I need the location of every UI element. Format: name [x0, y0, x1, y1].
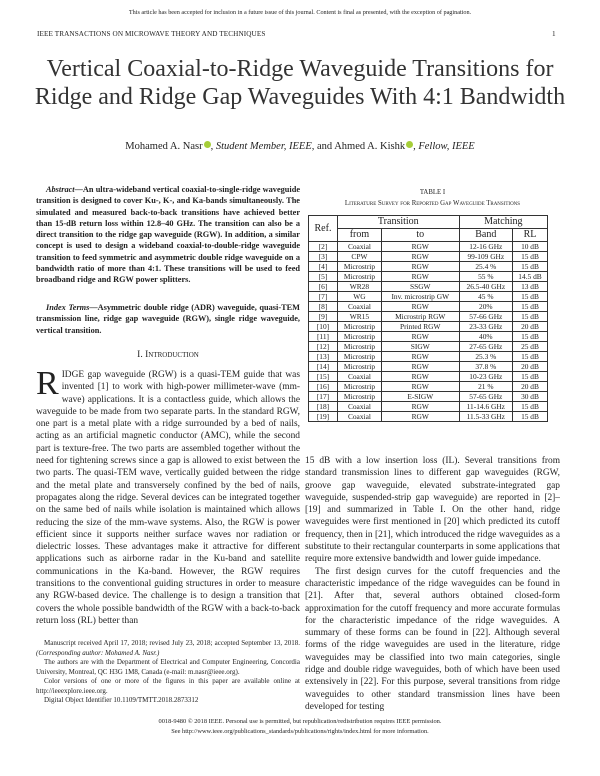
to-cell: RGW [381, 402, 459, 412]
band-cell: 57-66 GHz [459, 312, 512, 322]
acceptance-notice: This article has been accepted for inclusion in a future issue of this journal. Content is final as presented, with the exception of pagination. [128, 9, 472, 16]
rl-cell: 15 dB [513, 252, 548, 262]
orcid-icon[interactable] [204, 141, 211, 148]
rl-cell: 10 dB [513, 242, 548, 252]
band-cell: 55 % [459, 272, 512, 282]
paragraph: 15 dB with a low insertion loss (IL). Several transitions from standard transmission lines to different gap waveguides (RGW, groove gap waveguide, elevated substrate-integrated gap waveguide, suspended-strip gap waveguide) are reported in [2]–[19] and summarized in Table I. On the other hand, ridge waveguides were first mentioned in [20] which predicted its cutoff frequency, then in [21], which introduced the ridge waveguides as a substitute to their rectangular counterparts in some applications that require more extensive bandwidth and lower guide impedance. [305, 456, 560, 565]
to-cell: RGW [381, 272, 459, 282]
from-cell: Microstrip [338, 352, 382, 362]
table-row [309, 322, 548, 332]
index-terms-label: Index Terms— [46, 303, 98, 312]
table-row [309, 382, 548, 392]
from-cell: Microstrip [338, 262, 382, 272]
index-terms [36, 302, 300, 336]
band-cell: 25.3 % [459, 352, 512, 362]
to-cell: RGW [381, 302, 459, 312]
band-cell: 25.4 % [459, 262, 512, 272]
to-cell: RGW [381, 362, 459, 372]
to-cell: SSGW [381, 282, 459, 292]
band-cell: 99-109 GHz [459, 252, 512, 262]
rl-cell: 15 dB [513, 302, 548, 312]
rl-cell: 20 dB [513, 362, 548, 372]
from-cell: WG [338, 292, 382, 302]
copyright-line: 0018-9480 © 2018 IEEE. Personal use is permitted, but republication/redistribution requires IEEE permission. [158, 718, 442, 725]
band-cell: 57-65 GHz [459, 392, 512, 402]
table-row [309, 252, 548, 262]
band-cell: 45 % [459, 292, 512, 302]
ref-cell: [17] [309, 392, 338, 402]
table-row [309, 352, 548, 362]
rl-cell: 15 dB [513, 292, 548, 302]
table-row [309, 372, 548, 382]
author-1: Mohamed A. Nasr [125, 141, 203, 152]
footnote: Digital Object Identifier 10.1109/TMTT.2018.2873312 [44, 696, 199, 704]
abstract-text: An ultra-wideband vertical coaxial-to-single-ridge waveguide transition is designed to cover Ku-, K-, and Ka-bands simultaneously. The simulated and measured back-to-back transitions have achieved better than 15-dB return loss within 12.8–40 GHz. The transition can also be a direct transition to the ridge gap waveguide (RGW). In addition, a similar concept is used to design a wideband coaxial-to-double-ridge waveguide transition to feed symmetric and asymmetric double ridge waveguide on a bandwidth ratio of more than 4:1. These transitions will be used to feed broadband ridge and RGW power splitters. [36, 185, 300, 285]
table-row [309, 302, 548, 312]
to-cell: RGW [381, 382, 459, 392]
from-cell: WR28 [338, 282, 382, 292]
from-cell: Coaxial [338, 402, 382, 412]
table-row [309, 272, 548, 282]
from-cell: Coaxial [338, 302, 382, 312]
ref-cell: [19] [309, 412, 338, 422]
ref-cell: [7] [309, 292, 338, 302]
band-cell: 27-65 GHz [459, 342, 512, 352]
table-caption [305, 187, 560, 209]
index-terms-text: Asymmetric double ridge (ADR) waveguide, quasi-TEM transmission line, ridge gap waveguide (RGW), single ridge waveguide, vertical transition. [36, 303, 301, 335]
table-row [309, 392, 548, 402]
ref-cell: [13] [309, 352, 338, 362]
ref-cell: [2] [309, 242, 338, 252]
to-cell: Printed RGW [381, 322, 459, 332]
right-column-text [305, 455, 560, 713]
ref-cell: [15] [309, 372, 338, 382]
table-label: TABLE I [419, 189, 446, 196]
table-row [309, 342, 548, 352]
table-row [309, 262, 548, 272]
rl-cell: 25 dB [513, 342, 548, 352]
header-to: to [381, 229, 459, 242]
section-title: Introduction [145, 350, 199, 360]
header-band: Band [459, 229, 512, 242]
band-cell: 23-33 GHz [459, 322, 512, 332]
to-cell: RGW [381, 242, 459, 252]
band-cell: 11-14.6 GHz [459, 402, 512, 412]
rl-cell: 30 dB [513, 392, 548, 402]
from-cell: WR15 [338, 312, 382, 322]
from-cell: Coaxial [338, 412, 382, 422]
rl-cell: 15 dB [513, 372, 548, 382]
rights-link-line: See http://www.ieee.org/publications_standards/publications/rights/index.html for more information. [171, 727, 429, 735]
page-number: 1 [552, 30, 556, 38]
band-cell: 12-16 GHz [459, 242, 512, 252]
from-cell: Coaxial [338, 372, 382, 382]
abstract-label: Abstract— [46, 185, 83, 194]
ref-cell: [4] [309, 262, 338, 272]
table-row [309, 312, 548, 322]
from-cell: Microstrip [338, 362, 382, 372]
footnote-text: Manuscript received April 17, 2018; revised July 23, 2018; accepted September 13, 2018. [44, 639, 300, 647]
footnote: Color versions of one or more of the figures in this paper are available online at http://ieeexplore.ieee.org. [36, 677, 300, 695]
header-transition: Transition [338, 216, 460, 229]
rl-cell: 15 dB [513, 412, 548, 422]
ref-cell: [12] [309, 342, 338, 352]
from-cell: Microstrip [338, 342, 382, 352]
author-2: Ahmed A. Kishk [334, 141, 406, 152]
abstract [36, 184, 300, 286]
intro-body: IDGE gap waveguide (RGW) is a quasi-TEM guide that was invented [1] to work with high-power millimeter-wave (mm-wave) applications. It is a contactless guide, which allows the waveguide to be made from two separate parts. In the standard RGW, one part is a metal plate with a ridge surrounded by a bed of nails, acting as an artificial magnetic conductor (AMC), while the second part is texture-free. The two parts are assembled together without the need for tightening screws since a gap is allowed to exist between the two parts. The quasi-TEM wave, vertically guided between the ridge and the metal plate and transversely confined by the bed of nails, propagates along the ridge. Several devices can be integrated together on the same bed of nails while isolation is maintained which allows reducing the size of the mm-wave systems. Also, the RGW is power efficient since it supports neither surface waves nor radiation or dielectric losses. These advantages make it attractive for different applications such as airborne radar in the Ku-band and satellite communications in the Ka-band. However, the RGW requires transitions to the conventional guiding structures in order to measure any RGW-based device. The challenge is to design a transition that covers the whole possible bandwidth of the RGW with a back-to-back return loss (RL) better than [36, 370, 300, 626]
footnote: The authors are with the Department of Electrical and Computer Engineering, Concordia University, Montreal, QC H3G 1M8, Canada (e-mail: m.nasr@ieee.org). [36, 658, 300, 676]
authors [30, 141, 570, 152]
band-cell: 11.5-33 GHz [459, 412, 512, 422]
table-row [309, 412, 548, 422]
table-title: Literature Survey for Reported Gap Waveguide Transitions [344, 200, 521, 207]
rl-cell: 13 dB [513, 282, 548, 292]
to-cell: SIGW [381, 342, 459, 352]
from-cell: Microstrip [338, 392, 382, 402]
ref-cell: [3] [309, 252, 338, 262]
from-cell: CPW [338, 252, 382, 262]
rl-cell: 15 dB [513, 262, 548, 272]
from-cell: Microstrip [338, 332, 382, 342]
rl-cell: 15 dB [513, 332, 548, 342]
ref-cell: [14] [309, 362, 338, 372]
from-cell: Microstrip [338, 322, 382, 332]
header-ref: Ref. [309, 216, 338, 242]
ref-cell: [11] [309, 332, 338, 342]
band-cell: 26.5-40 GHz [459, 282, 512, 292]
section-heading [36, 350, 300, 360]
from-cell: Microstrip [338, 382, 382, 392]
rl-cell: 15 dB [513, 352, 548, 362]
to-cell: RGW [381, 252, 459, 262]
to-cell: Microstrip RGW [381, 312, 459, 322]
to-cell: RGW [381, 262, 459, 272]
band-cell: 21 % [459, 382, 512, 392]
band-cell: 10-23 GHz [459, 372, 512, 382]
header-matching: Matching [459, 216, 547, 229]
band-cell: 37.8 % [459, 362, 512, 372]
table-row [309, 362, 548, 372]
table-row [309, 292, 548, 302]
ref-cell: [9] [309, 312, 338, 322]
ref-cell: [6] [309, 282, 338, 292]
to-cell: E-SIGW [381, 392, 459, 402]
journal-name: IEEE TRANSACTIONS ON MICROWAVE THEORY AND TECHNIQUES [37, 30, 266, 38]
section-number: I. [137, 350, 146, 360]
table-row [309, 282, 548, 292]
table-row [309, 242, 548, 252]
and: and [314, 141, 335, 152]
footnote [36, 639, 300, 658]
to-cell: Inv. microstrip GW [381, 292, 459, 302]
rl-cell: 15 dB [513, 312, 548, 322]
from-cell: Coaxial [338, 242, 382, 252]
to-cell: RGW [381, 332, 459, 342]
paragraph: The first design curves for the cutoff frequencies and the characteristic impedance of the ridge waveguides can be found in [21]. After that, several authors obtained closed-form approximation for the cutoff frequency and more accurate formulas for the characteristic impedance of the ridge waveguides. A summary of these forms can be found in [22]. Although several forms of the ridge waveguides are used in the literature, ridge waveguides may be classified into two main categories, single ridge and double ridge waveguides, both of which have been used extensively in [22]. For this purpose, several transitions from ridge waveguides to other standard transmission lines have been developed for testing [305, 566, 560, 712]
from-cell: Microstrip [338, 272, 382, 282]
to-cell: RGW [381, 372, 459, 382]
ref-cell: [18] [309, 402, 338, 412]
rl-cell: 20 dB [513, 322, 548, 332]
header-rl: RL [513, 229, 548, 242]
corresponding-author: (Corresponding author: Mohamed A. Nasr.) [36, 648, 160, 657]
paper-title: Vertical Coaxial-to-Ridge Waveguide Transitions for Ridge and Ridge Gap Waveguides With 4:1 Bandwidth [34, 56, 566, 110]
table-row [309, 402, 548, 412]
header-from: from [338, 229, 382, 242]
footnotes [36, 639, 300, 706]
copyright-footer [0, 717, 600, 736]
literature-table [308, 215, 548, 422]
rl-cell: 20 dB [513, 382, 548, 392]
intro-text [36, 365, 300, 627]
ref-cell: [16] [309, 382, 338, 392]
rl-cell: 15 dB [513, 402, 548, 412]
ref-cell: [8] [309, 302, 338, 312]
ref-cell: [10] [309, 322, 338, 332]
band-cell: 40% [459, 332, 512, 342]
author-1-role: , Student Member, IEEE, [210, 141, 315, 152]
to-cell: RGW [381, 412, 459, 422]
drop-cap: R [36, 365, 59, 402]
rl-cell: 14.5 dB [513, 272, 548, 282]
ref-cell: [5] [309, 272, 338, 282]
band-cell: 20% [459, 302, 512, 312]
table-row [309, 332, 548, 342]
to-cell: RGW [381, 352, 459, 362]
author-2-role: , Fellow, IEEE [413, 141, 475, 152]
